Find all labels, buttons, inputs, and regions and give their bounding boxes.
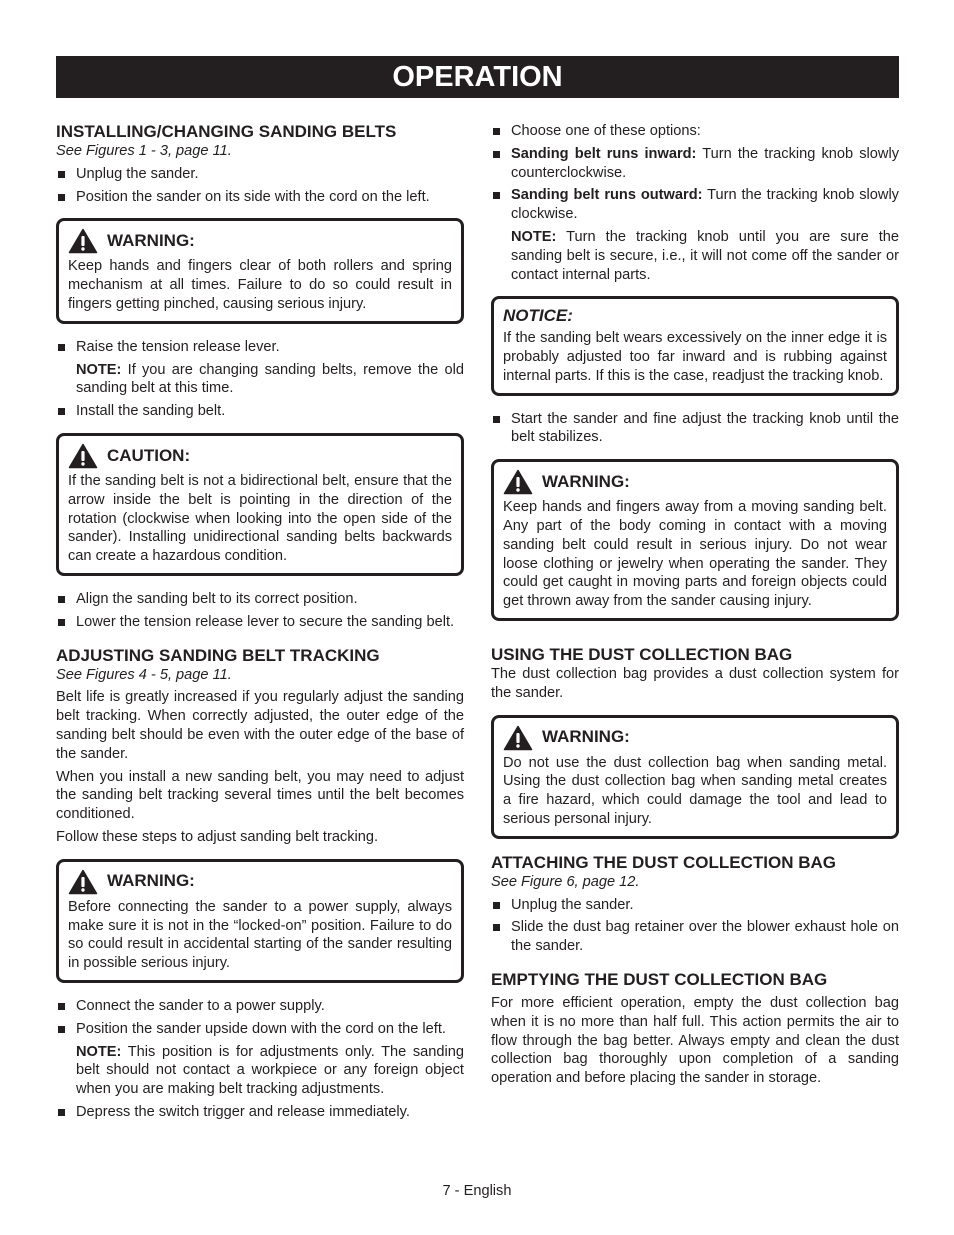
note-label: NOTE: [511, 228, 557, 245]
list-item: Unplug the sander. [491, 896, 899, 915]
list-item: Lower the tension release lever to secure the sanding belt. [56, 613, 464, 632]
warning-triangle-icon [68, 443, 98, 469]
option-label: Sanding belt runs outward: [511, 187, 703, 204]
note [76, 1043, 464, 1099]
warning-text: Do not use the dust collection bag when sanding metal. Using the dust collection bag when sanding metal creates a fire hazard, which could damage the tool and lead to serious personal injury. [503, 754, 887, 827]
warning-text: Before connecting the sander to a power supply, always make sure it is not in the “locked-on” position. Failure to do so could result in accidental starting of the sander resulting in possible serious injury. [68, 898, 452, 972]
list-item: Depress the switch trigger and release immediately. [56, 1103, 464, 1122]
option-text: Turn the tracking knob slowly clockwise. [511, 187, 899, 223]
note-label: NOTE: [76, 361, 122, 378]
warning-box [56, 218, 464, 323]
paragraph: The dust collection bag provides a dust collection system for the sander. [491, 665, 899, 701]
bullet-list [56, 165, 464, 207]
list-item: Connect the sander to a power supply. [56, 997, 464, 1016]
note-text: This position is for adjustments only. The sanding belt should not contact a workpiece or any foreign object when you are making belt tracking adjustments. [76, 1043, 464, 1098]
left-column [56, 122, 464, 1126]
list-item-text: Position the sander upside down with the cord on the left. [76, 1020, 446, 1037]
list-item: Position the sander on its side with the cord on the left. [56, 188, 464, 207]
note-text: If you are changing sanding belts, remove the old sanding belt at this time. [76, 361, 464, 397]
list-item: Choose one of these options: [491, 122, 899, 141]
note [76, 361, 464, 399]
warning-text: Keep hands and fingers away from a moving sanding belt. Any part of the body coming in contact with a moving sanding belt could result in serious injury. Do not wear loose clothing or jewelry when operating the sander. They could get caught in moving parts and foreign objects could get thrown away from the sander causing injury. [503, 499, 887, 610]
warning-header [68, 868, 452, 896]
list-item [491, 186, 899, 284]
page-footer: 7 - English [442, 1183, 512, 1199]
bullet-list [491, 896, 899, 956]
section-title-tracking: ADJUSTING SANDING BELT TRACKING [56, 645, 380, 665]
paragraph: Belt life is greatly increased if you regularly adjust the sanding belt tracking. When correctly adjusted, the outer edge of the sanding belt should be even with the outer edge of the base of the sander. [56, 689, 464, 762]
bullet-list [491, 122, 899, 284]
warning-triangle-icon [68, 228, 98, 254]
warning-box [491, 459, 899, 621]
list-item: Slide the dust bag retainer over the blower exhaust hole on the sander. [491, 918, 899, 956]
list-item [491, 145, 899, 183]
bullet-list [56, 997, 464, 1122]
list-item: Install the sanding belt. [56, 402, 464, 421]
option-text: Turn the tracking knob slowly counterclockwise. [511, 145, 899, 181]
warning-triangle-icon [503, 725, 533, 751]
paragraph: When you install a new sanding belt, you may need to adjust the sanding belt tracking several times until the belt becomes conditioned. [56, 768, 464, 823]
caution-header [68, 442, 452, 470]
warning-header [503, 468, 887, 496]
warning-text: Keep hands and fingers clear of both rollers and spring mechanism at all times. Failure to do so could result in fingers getting pinched, causing serious injury. [68, 258, 452, 312]
list-item: Start the sander and fine adjust the tracking knob until the belt stabilizes. [491, 410, 899, 448]
caution-box [56, 433, 464, 576]
bullet-list [491, 410, 899, 448]
notice-text: If the sanding belt wears excessively on the inner edge it is probably adjusted too far inward and is rubbing against internal parts. If this is the case, readjust the tracking knob. [503, 330, 887, 384]
warning-label: WARNING: [107, 871, 195, 891]
paragraph: For more efficient operation, empty the dust collection bag when it is no more than half full. This action permits the air to flow through the bag better. Always empty and clean the dust collection bag thoroughly upon completion of a sanding operation and before placing the sander in storage. [491, 994, 899, 1087]
list-item: Align the sanding belt to its correct position. [56, 590, 464, 609]
section-title-attaching-bag: ATTACHING THE DUST COLLECTION BAG [491, 852, 837, 872]
warning-label: WARNING: [107, 230, 195, 250]
paragraph: Follow these steps to adjust sanding belt tracking. [56, 828, 379, 845]
bullet-list [56, 338, 464, 421]
figure-reference: See Figure 6, page 12. [491, 873, 640, 890]
notice-label: NOTICE: [503, 306, 573, 326]
section-title-emptying-bag: EMPTYING THE DUST COLLECTION BAG [491, 969, 828, 989]
warning-header [68, 227, 452, 255]
warning-box [56, 859, 464, 983]
page-banner: OPERATION [56, 56, 899, 98]
note-text: Turn the tracking knob until you are sure the sanding belt is secure, i.e., it will not come off the sander or contact internal parts. [511, 228, 899, 283]
list-item: Unplug the sander. [56, 165, 464, 184]
warning-triangle-icon [503, 469, 533, 495]
caution-label: CAUTION: [107, 445, 191, 465]
warning-box [491, 715, 899, 839]
note-label: NOTE: [76, 1043, 122, 1060]
list-item [56, 1020, 464, 1099]
caution-text: If the sanding belt is not a bidirectional belt, ensure that the arrow inside the belt is pointing in the direction of the rotation (clockwise when looking into the open side of the sander). Installing unidirectional sanding belts backwards can create a hazardous condition. [68, 472, 452, 565]
note [511, 228, 899, 284]
figure-reference: See Figures 4 - 5, page 11. [56, 666, 232, 683]
list-item [56, 338, 464, 398]
bullet-list [56, 590, 464, 632]
warning-header [503, 724, 887, 752]
warning-triangle-icon [68, 869, 98, 895]
notice-box [491, 296, 899, 395]
list-item-text: Raise the tension release lever. [76, 338, 280, 355]
option-label: Sanding belt runs inward: [511, 145, 697, 162]
warning-label: WARNING: [542, 727, 630, 747]
figure-reference: See Figures 1 - 3, page 11. [56, 143, 232, 159]
right-column [491, 122, 899, 1092]
warning-label: WARNING: [542, 471, 630, 491]
section-title-using-bag: USING THE DUST COLLECTION BAG [491, 644, 793, 664]
section-title-installing: INSTALLING/CHANGING SANDING BELTS [56, 122, 397, 141]
